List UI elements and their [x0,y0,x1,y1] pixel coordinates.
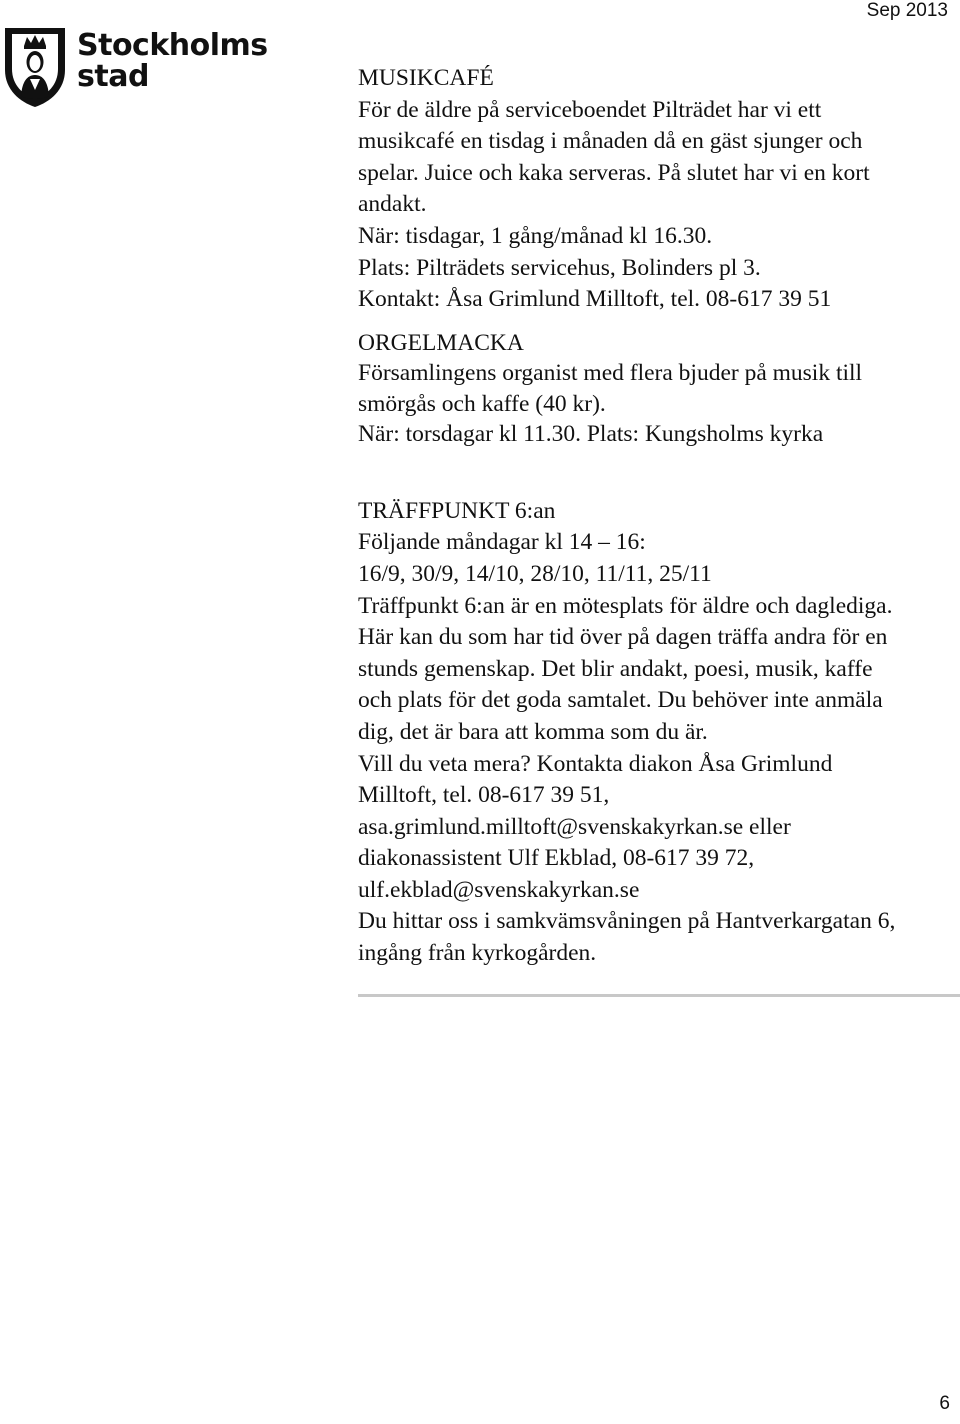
text-line: andakt. [358,191,427,218]
section-title: MUSIKCAFÉ [358,65,494,91]
text-line: Du hittar oss i samkvämsvåningen på Hantverkargatan 6, [358,908,896,935]
text-line: Träffpunkt 6:an är en mötesplats för äldre och daglediga. [358,592,893,619]
text-line: stunds gemenskap. Det blir andakt, poesi, musik, kaffe [358,655,873,682]
text-line: spelar. Juice och kaka serveras. På slutet har vi en kort [358,159,870,186]
logo-line-2: stad [77,59,149,94]
text-line: och plats för det goda samtalet. Du behöver inte anmäla [358,687,883,714]
text-line: Kontakt: Åsa Grimlund Milltoft, tel. 08-617 39 51 [358,286,832,313]
section-orgelmacka [358,328,958,450]
text-line: När: torsdagar kl 11.30. Plats: Kungsholms kyrka [358,421,824,448]
page-number: 6 [939,1393,950,1414]
text-line: Vill du veta mera? Kontakta diakon Åsa Grimlund [358,750,833,777]
text-line: dig, det är bara att komma som du är. [358,718,708,745]
text-line: smörgås och kaffe (40 kr). [358,390,606,417]
section-title: TRÄFFPUNKT 6:an [358,497,556,524]
text-line: musikcafé en tisdag i månaden då en gäst sjunger och [358,128,863,155]
text-line: Här kan du som har tid över på dagen träffa andra för en [358,624,888,651]
text-line: diakonassistent Ulf Ekblad, 08-617 39 72, [358,845,755,872]
section-musikcafe [358,63,958,316]
section-divider [358,994,960,997]
email-link: ulf.ekblad@svenskakyrkan.se [358,876,640,903]
section-title: ORGELMACKA [358,329,524,356]
text-line: Milltoft, tel. 08-617 39 51, [358,782,610,809]
section-traffpunkt [358,496,958,970]
text-line: ingång från kyrkogården. [358,940,597,967]
newsletter-body [358,63,958,970]
stockholms-stad-logo [0,20,268,110]
email-link: asa.grimlund.milltoft@svenskakyrkan.se eller [358,813,791,840]
city-crest-icon [2,24,68,108]
text-line: Församlingens organist med flera bjuder på musik till [358,360,863,387]
text-line: När: tisdagar, 1 gång/månad kl 16.30. [358,222,713,249]
logo-line-1: Stockholms [77,28,268,63]
header-date: Sep 2013 [866,0,948,21]
logo-wordmark [77,30,268,92]
text-line: För de äldre på serviceboendet Pilträdet har vi ett [358,96,822,123]
text-line: Plats: Pilträdets servicehus, Bolinders pl 3. [358,254,761,281]
text-line: 16/9, 30/9, 14/10, 28/10, 11/11, 25/11 [358,560,712,587]
text-line: Följande måndagar kl 14 – 16: [358,529,646,556]
